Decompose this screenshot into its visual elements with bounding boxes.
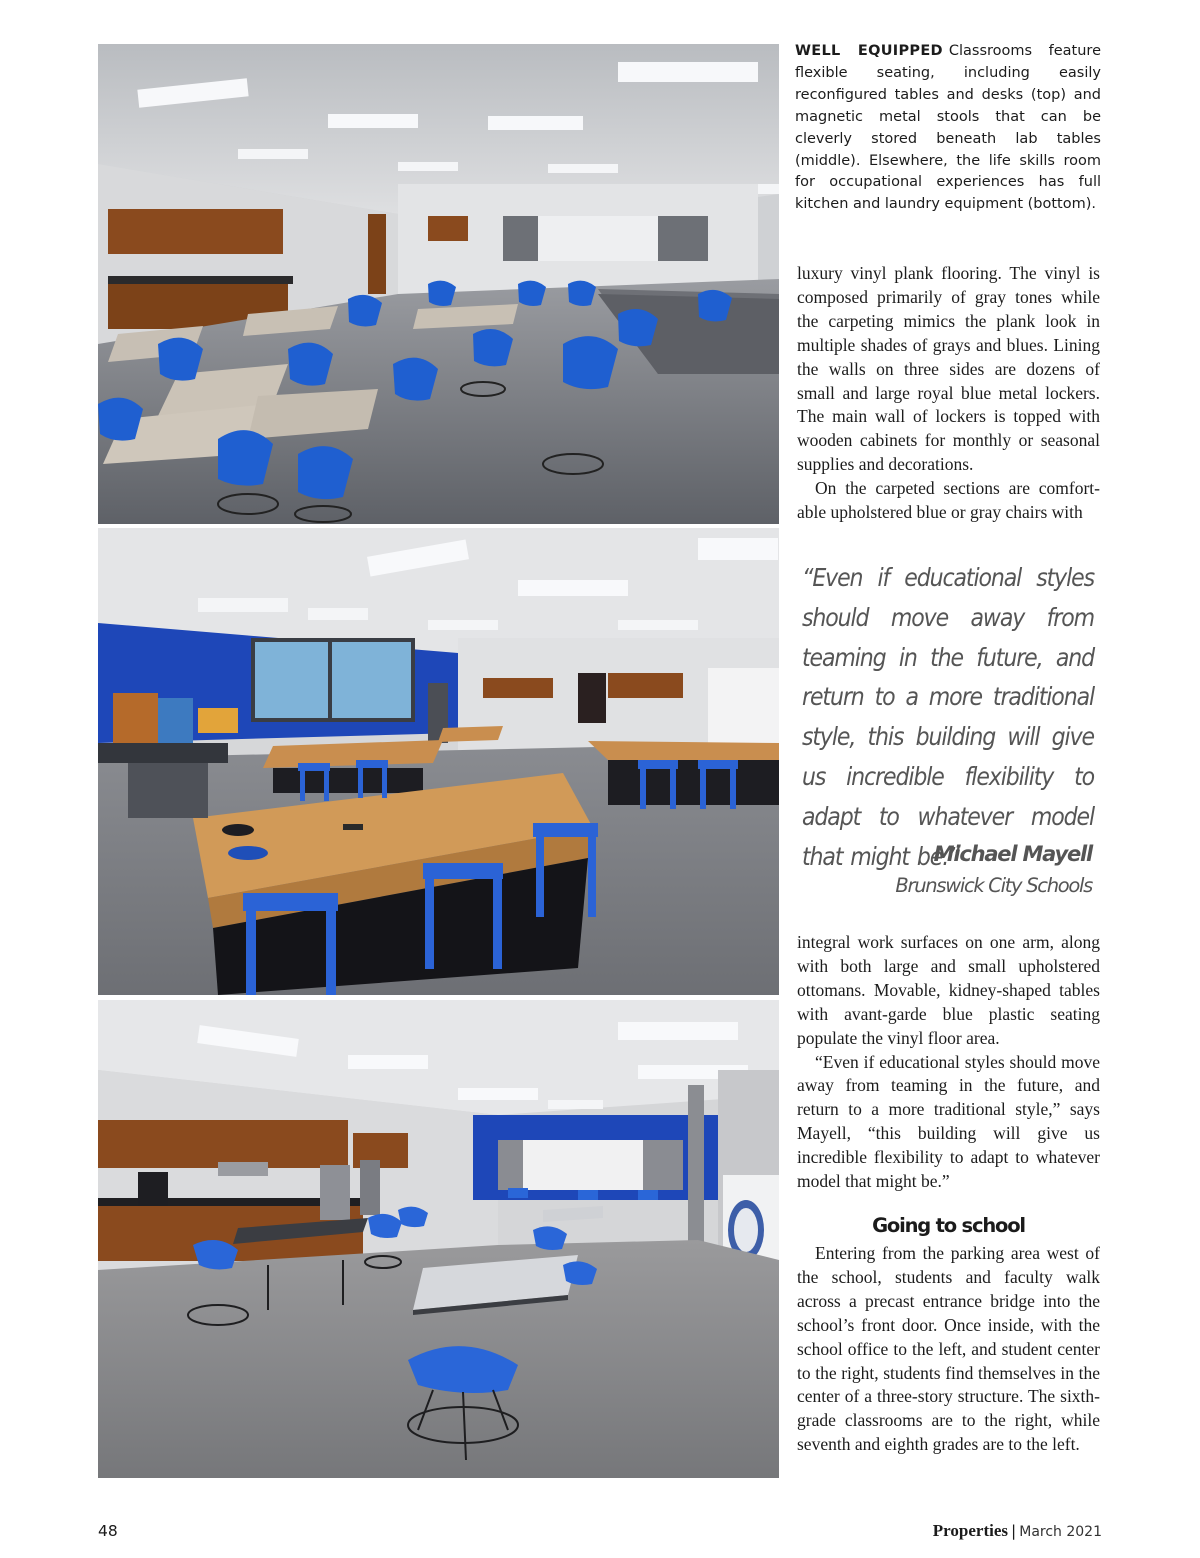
photo-life-skills-room xyxy=(98,1000,779,1478)
page-number: 48 xyxy=(98,1522,118,1540)
paragraph-flooring: luxury vinyl plank flooring. The vinyl is composed primarily of gray tones while the carpeting mimics the plank look in multiple shades of grays and blues. Lining the walls on three sides are dozens of small and large royal blue metal lockers. The main wall of lockers is topped with wooden cabinets for monthly or seasonal supplies and decorations. xyxy=(797,263,1100,475)
footer-separator: | xyxy=(1011,1522,1017,1540)
paragraph-ottomans: integral work surfaces on one arm, along with both large and small upholstered ottomans. Movable, kidney-shaped tables with avant-garde blue plastic seating populate the vinyl floor area. xyxy=(797,932,1100,1048)
paragraph-carpeted: On the carpeted sections are comfortable upholstered blue or gray chairs with xyxy=(797,478,1100,523)
photo-caption xyxy=(795,41,1101,216)
article-body-middle xyxy=(797,931,1100,1194)
pull-quote: “Even if educational styles should move away from teaming in the future, and return to a more traditional style, this building will give us incredible flexibility to adapt to whatever model that might be.” xyxy=(802,563,1094,871)
article-body-bottom xyxy=(797,1242,1100,1457)
article-body-top xyxy=(797,262,1100,525)
pull-quote-organization: Brunswick City Schools xyxy=(895,874,1092,897)
caption-text: Classrooms feature flexible seating, including easily reconfigured tables and desks (top) and magnetic metal stools that can be cleverly stored beneath lab tables (middle). Elsewhere, the life skills room for occupational experiences has full kitchen and laundry equipment (bottom). xyxy=(795,43,1101,213)
magazine-name: Properties xyxy=(932,1521,1008,1540)
magazine-footer xyxy=(933,1521,1102,1541)
section-heading: Going to school xyxy=(872,1214,1025,1237)
photo-classroom-flexible-seating xyxy=(98,44,779,524)
paragraph-quote: “Even if educational styles should move away from teaming in the future, and return to a more traditional style,” says Mayell, “this building will give us incredible flexibility to adapt to whatever model that might be.” xyxy=(797,1051,1100,1192)
caption-lead: WELL EQUIPPED xyxy=(795,43,943,59)
issue-date: March 2021 xyxy=(1019,1524,1102,1540)
paragraph-entering: Entering from the parking area west of the school, students and faculty walk across a precast entrance bridge into the school’s front door. Once inside, with the school office to the left, and student center to the right, students find themselves in the center of a three-story structure. The sixth-grade classrooms are to the right, while seventh and eighth grades are to the left. xyxy=(797,1243,1100,1455)
photo-lab-tables-stools xyxy=(98,528,779,995)
pull-quote-name: Michael Mayell xyxy=(933,842,1092,866)
